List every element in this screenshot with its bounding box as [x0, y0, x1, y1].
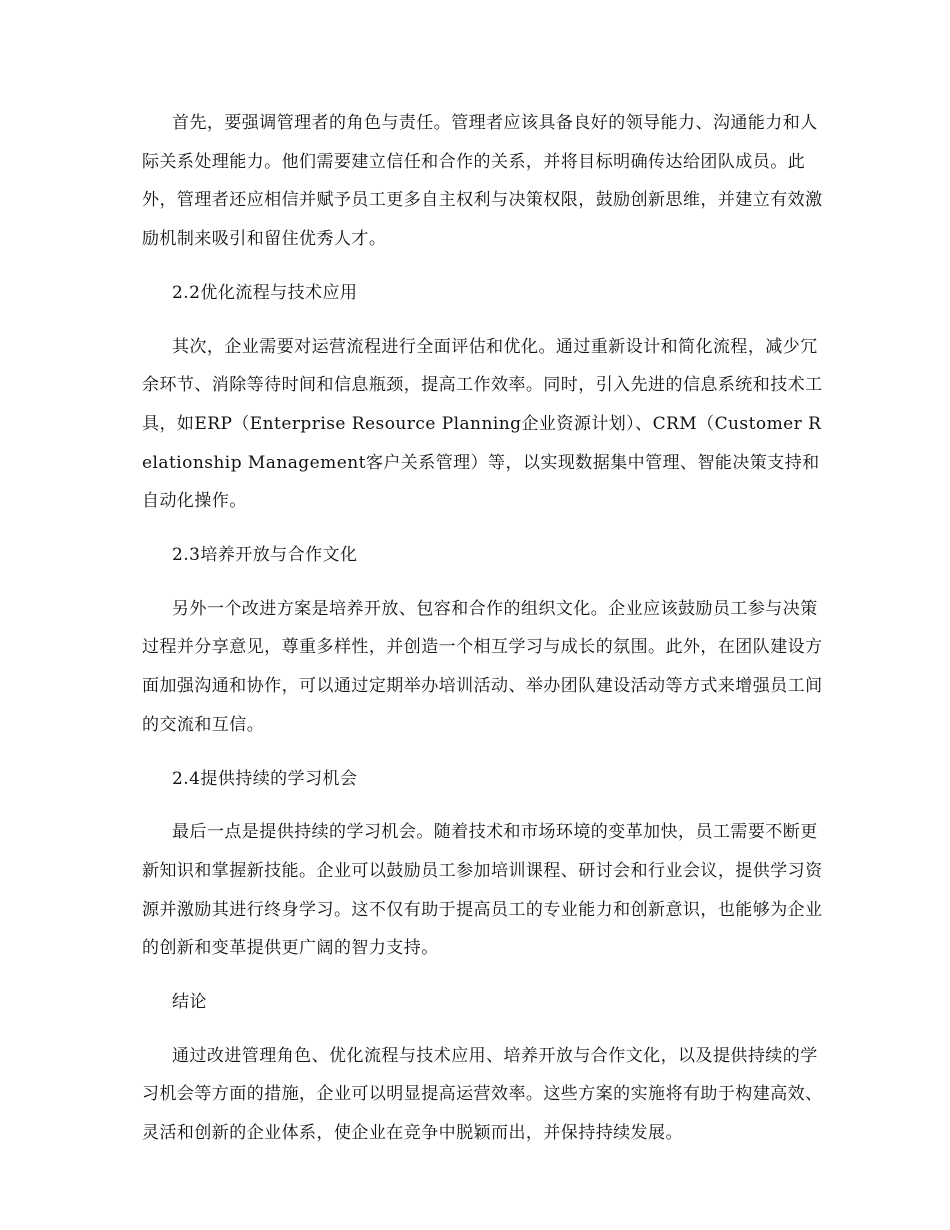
document-body [142, 104, 826, 1168]
paragraph-open-culture: 另外一个改进方案是培养开放、包容和合作的组织文化。企业应该鼓励员工参与决策过程并分享意见，尊重多样性，并创造一个相互学习与成长的氛围。此外，在团队建设方面加强沟通和协作，可以通过定期举办培训活动、举办团队建设活动等方式来增强员工间的交流和互信。 [142, 598, 823, 735]
paragraph-conclusion: 通过改进管理角色、优化流程与技术应用、培养开放与合作文化，以及提供持续的学习机会等方面的措施，企业可以明显提高运营效率。这些方案的实施将有助于构建高效、灵活和创新的企业体系，使企业在竞争中脱颖而出，并保持持续发展。 [142, 1045, 823, 1144]
section-heading-2-4: 2.4提供持续的学习机会 [172, 768, 358, 789]
section-heading-2-2: 2.2优化流程与技术应用 [172, 282, 358, 303]
section-heading-conclusion: 结论 [172, 992, 207, 1013]
paragraph-learning-opportunities: 最后一点是提供持续的学习机会。随着技术和市场环境的变革加快，员工需要不断更新知识和掌握新技能。企业可以鼓励员工参加培训课程、研讨会和行业会议，提供学习资源并激励其进行终身学习。这不仅有助于提高员工的专业能力和创新意识，也能够为企业的创新和变革提供更广阔的智力支持。 [142, 822, 823, 959]
paragraph-manager-role: 首先，要强调管理者的角色与责任。管理者应该具备良好的领导能力、沟通能力和人际关系处理能力。他们需要建立信任和合作的关系，并将目标明确传达给团队成员。此外，管理者还应相信并赋予员工更多自主权利与决策权限，鼓励创新思维，并建立有效激励机制来吸引和留住优秀人才。 [142, 113, 823, 250]
paragraph-process-optimization: 其次，企业需要对运营流程进行全面评估和优化。通过重新设计和简化流程，减少冗余环节、消除等待时间和信息瓶颈，提高工作效率。同时，引入先进的信息系统和技术工具，如ERP（Enterprise Resource Planning企业资源计划）、CRM（Customer Relationship Management客户关系管理）等，以实现数据集中管理、智能决策支持和自动化操作。 [142, 336, 823, 512]
section-heading-2-3: 2.3培养开放与合作文化 [172, 545, 358, 566]
